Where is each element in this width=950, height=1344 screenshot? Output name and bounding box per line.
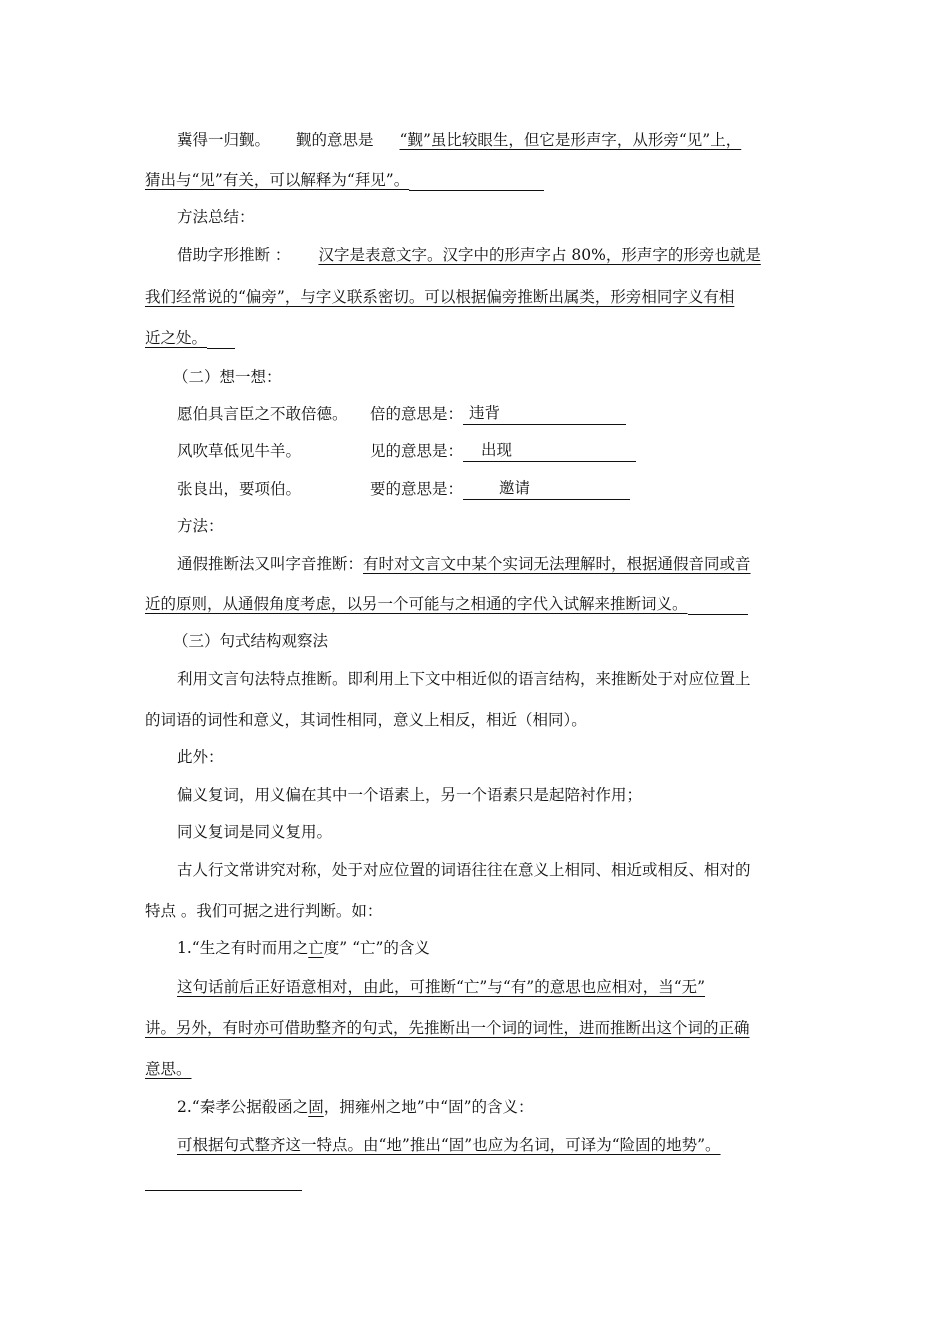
- answer-text: “觐”虽比较眼生，但它是形声字，从形旁“见”上，: [399, 131, 742, 149]
- section-heading: （二）想一想：: [173, 368, 282, 386]
- answer-blank: [207, 330, 235, 349]
- paragraph-line: 古人行文常讲究对称，处于对应位置的词语往往在意义上相同、相近或相反、相对的: [177, 861, 751, 879]
- think-item: [177, 440, 301, 462]
- key-character: 固: [308, 1098, 324, 1116]
- think-item: [177, 478, 301, 500]
- answer-blank: [409, 172, 544, 191]
- paragraph-line: 利用文言句法特点推断。即利用上下文中相近似的语言结构，来推断处于对应位置上: [177, 670, 751, 688]
- example-answer: 可根据句式整齐这一特点。由“地”推出“固”也应为名词，可译为“险固的地势”。: [177, 1136, 721, 1154]
- glyph-inference-line: [145, 286, 734, 308]
- glyph-inference-label: 借助字形推断 ：: [177, 246, 291, 264]
- section-heading: 方法总结：: [177, 208, 255, 226]
- footnote-separator: [145, 1190, 302, 1191]
- phonetic-label: 通假推断法又叫字音推断：: [177, 555, 364, 573]
- example-answer-line: [177, 1134, 721, 1156]
- example-answer: 意思。: [145, 1060, 192, 1078]
- think-sentence: 愿伯具言臣之不敢倍德。: [177, 405, 348, 423]
- example-title: 2.“秦孝公据殽函之固，拥雍州之地”中“固”的含义：: [177, 1098, 534, 1116]
- glyph-inference-text: 汉字是表意文字。汉字中的形声字占 80%，形声字的形旁也就是: [318, 246, 761, 264]
- phonetic-line: [177, 553, 751, 575]
- example-answer-line: [145, 1017, 750, 1039]
- think-question: 见的意思是： 出现: [370, 440, 636, 462]
- example-sentence: 冀得一归觐。: [177, 131, 271, 149]
- glyph-inference-line: [145, 327, 235, 349]
- think-answer: 邀请: [499, 479, 531, 497]
- think-sentence: 风吹草低见牛羊。: [177, 442, 302, 460]
- section-heading: 方法：: [177, 517, 224, 535]
- glyph-inference-text: 近之处。: [145, 329, 208, 347]
- example-answer: 这句话前后正好语意相对，由此，可推断“亡”与“有”的意思也应相对，当“无”: [177, 978, 706, 996]
- think-answer: 出现: [481, 441, 513, 459]
- answer-text: 猜出与“见”有关，可以解释为“拜见”。: [145, 171, 410, 189]
- paragraph-line: 特点 。我们可据之进行判断。如：: [145, 902, 383, 920]
- think-question: 要的意思是： 邀请: [370, 478, 630, 500]
- paragraph-line: 偏义复词，用义偏在其中一个语素上，另一个语素只是起陪衬作用；: [177, 786, 643, 804]
- example-title: 1.“生之有时而用之亡度” “亡”的含义: [177, 939, 430, 957]
- example-answer-line: [177, 976, 705, 998]
- think-sentence: 张良出，要项伯。: [177, 480, 302, 498]
- key-character: 亡: [308, 939, 324, 957]
- answer-blank: [463, 481, 630, 500]
- phonetic-text: 近的原则，从通假角度考虑，以另一个可能与之相通的字代入试解来推断词义。: [145, 595, 688, 613]
- answer-blank: [463, 443, 636, 462]
- think-question: 倍的意思是： 违背: [370, 403, 626, 425]
- answer-blank: [463, 406, 626, 425]
- paragraph-line: 同义复词是同义复用。: [177, 823, 333, 841]
- section-heading: （三）句式结构观察法: [173, 632, 329, 650]
- glyph-inference-line: [177, 244, 761, 266]
- example-answer: 讲。另外，有时亦可借助整齐的句式，先推断出一个词的词性，进而推断出这个词的正确: [145, 1019, 750, 1037]
- question-label: 觐的意思是: [296, 131, 374, 149]
- glyph-inference-text: 我们经常说的“偏旁”，与字义联系密切。可以根据偏旁推断出属类，形旁相同字义有相: [145, 288, 735, 306]
- example-answer-line: [145, 1058, 192, 1080]
- answer-blank: [688, 596, 748, 615]
- think-answer: 违背: [469, 404, 501, 422]
- answer-continuation: [145, 169, 544, 191]
- example-sentence-line: [177, 129, 741, 151]
- section-heading: 此外：: [177, 748, 224, 766]
- phonetic-text: 有时对文言文中某个实词无法理解时，根据通假音同或音: [363, 555, 751, 573]
- paragraph-line: 的词语的词性和意义，其词性相同，意义上相反，相近（相同）。: [145, 711, 587, 729]
- phonetic-line: [145, 593, 748, 615]
- think-item: [177, 403, 348, 425]
